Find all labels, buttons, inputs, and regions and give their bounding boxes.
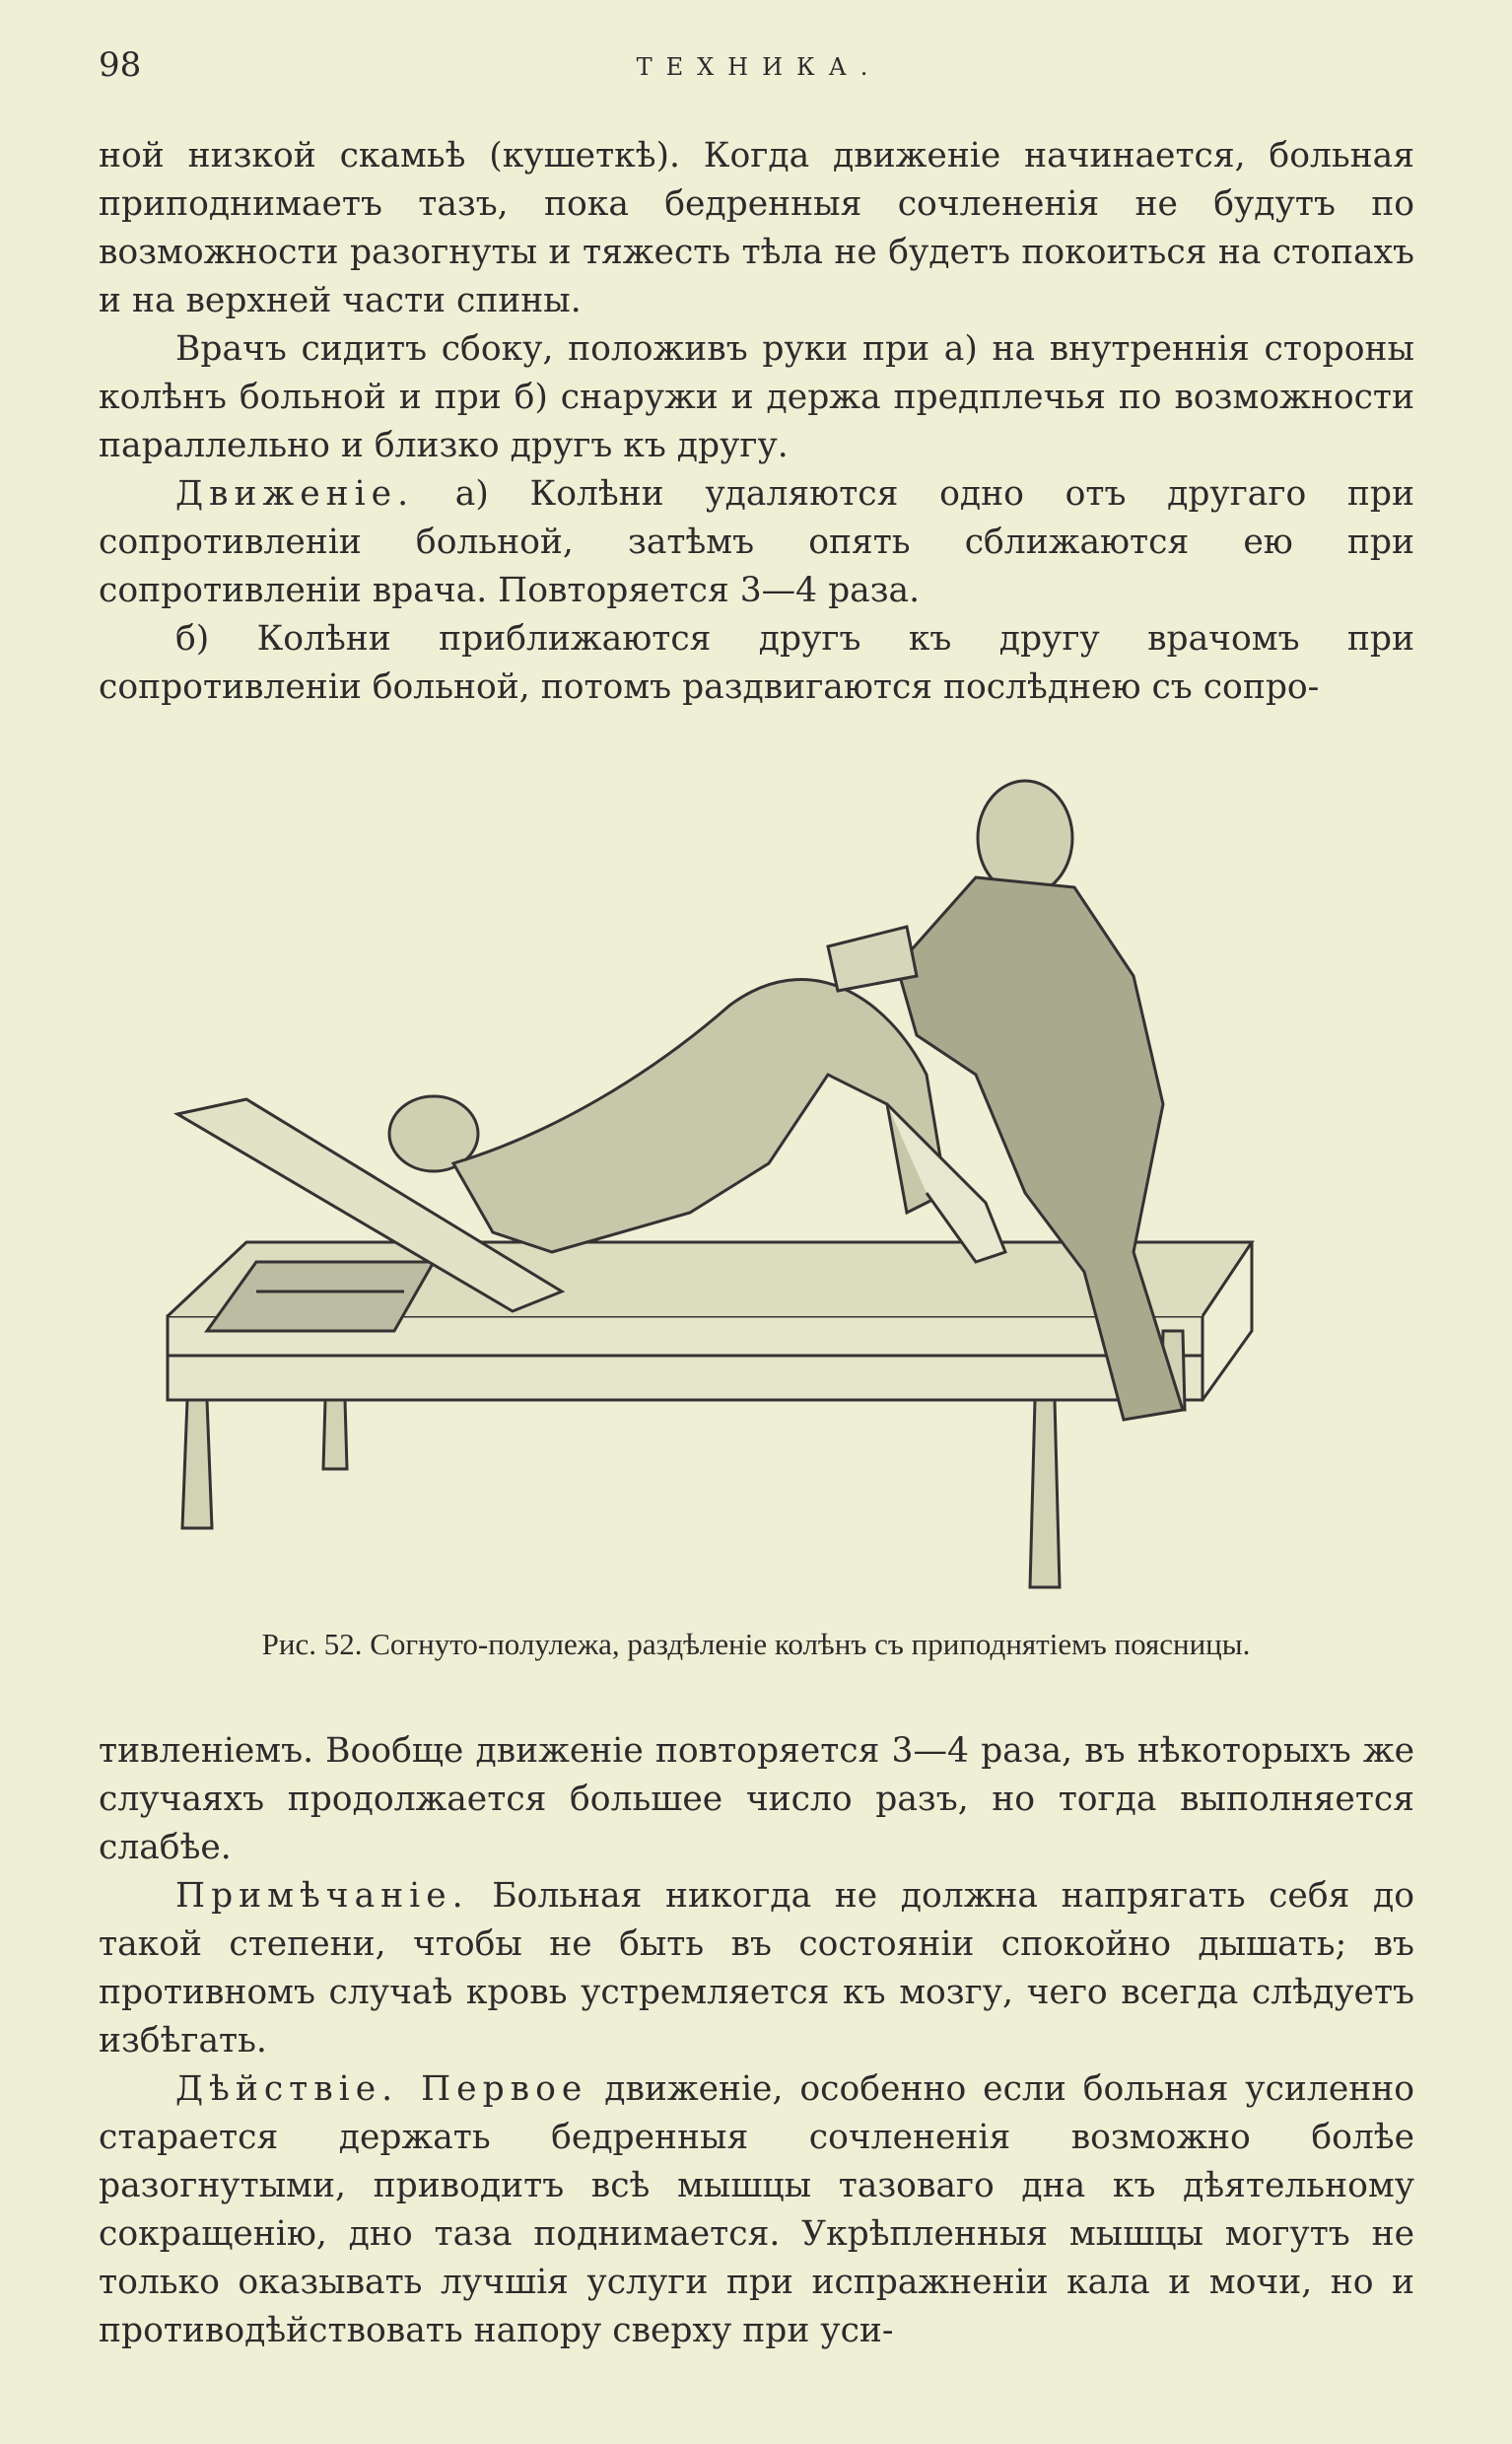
top-text — [99, 132, 1414, 712]
action-first-word: Первое — [398, 2069, 588, 2109]
figure-caption: Рис. 52. Согнуто-полулежа, раздѣленіе колѣнъ съ приподнятіемъ поясницы. — [261, 1627, 1251, 1661]
action-term: Дѣйствіе. — [175, 2069, 399, 2109]
note-term: Примѣчаніе. — [175, 1876, 469, 1916]
paragraph-note — [99, 1872, 1414, 2065]
figure-illustration — [138, 779, 1360, 1597]
engraving-couch-exercise — [138, 779, 1360, 1597]
bottom-text — [99, 1727, 1414, 2355]
paragraph-movement-b: б) Колѣни приближаются другъ къ другу врачомъ при сопротивленіи больной, потомъ раздвигаются послѣднею съ сопро- — [99, 619, 1414, 707]
running-title: ТЕХНИКА. — [636, 53, 882, 81]
page-number: 98 — [99, 45, 142, 85]
movement-term: Движеніе. — [175, 474, 415, 514]
paragraph-continued: ной низкой скамьѣ (кушеткѣ). Когда движеніе начинается, больная приподнимаетъ тазъ, пока бедренныя сочлененія не будутъ по возможности разогнуты и тяжесть тѣла не будетъ покоиться на стопахъ и на верхней части спины. — [99, 136, 1414, 320]
paragraph-doctor-position: Врачъ сидитъ сбоку, положивъ руки при а) на внутреннія стороны колѣнъ больной и при б) снаружи и держа предплечья по возможности параллельно и близко другъ къ другу. — [99, 329, 1414, 465]
paragraph-action — [99, 2065, 1414, 2355]
paragraph-movement — [99, 470, 1414, 615]
action-text: движеніе, особенно если больная усиленно старается держать бедренныя сочлененія возможно болѣе разогнутыми, приводитъ всѣ мышцы тазоваго дна къ дѣятельному сокращенію, дно таза поднимается. Укрѣпленныя мышцы могутъ не только оказывать лучшія услуги при испражненіи кала и мочи, но и противодѣйствовать напору сверху при уси- — [99, 2069, 1414, 2350]
movement-text: а) Колѣни удаляются одно отъ другаго при сопротивленіи больной, затѣмъ опять сближаются ею при сопротивленіи врача. Повторяется 3—4 раза. — [99, 474, 1414, 610]
page-header — [99, 45, 1419, 95]
paragraph-continuation: тивленіемъ. Вообще движеніе повторяется 3—4 раза, въ нѣкоторыхъ же случаяхъ продолжается большее число разъ, но тогда выполняется слабѣе. — [99, 1731, 1414, 1867]
note-text: Больная никогда не должна напрягать себя до такой степени, чтобы не быть въ состояніи спокойно дышать; въ противномъ случаѣ кровь устремляется къ мозгу, чего всегда слѣдуетъ избѣгать. — [99, 1876, 1414, 2060]
